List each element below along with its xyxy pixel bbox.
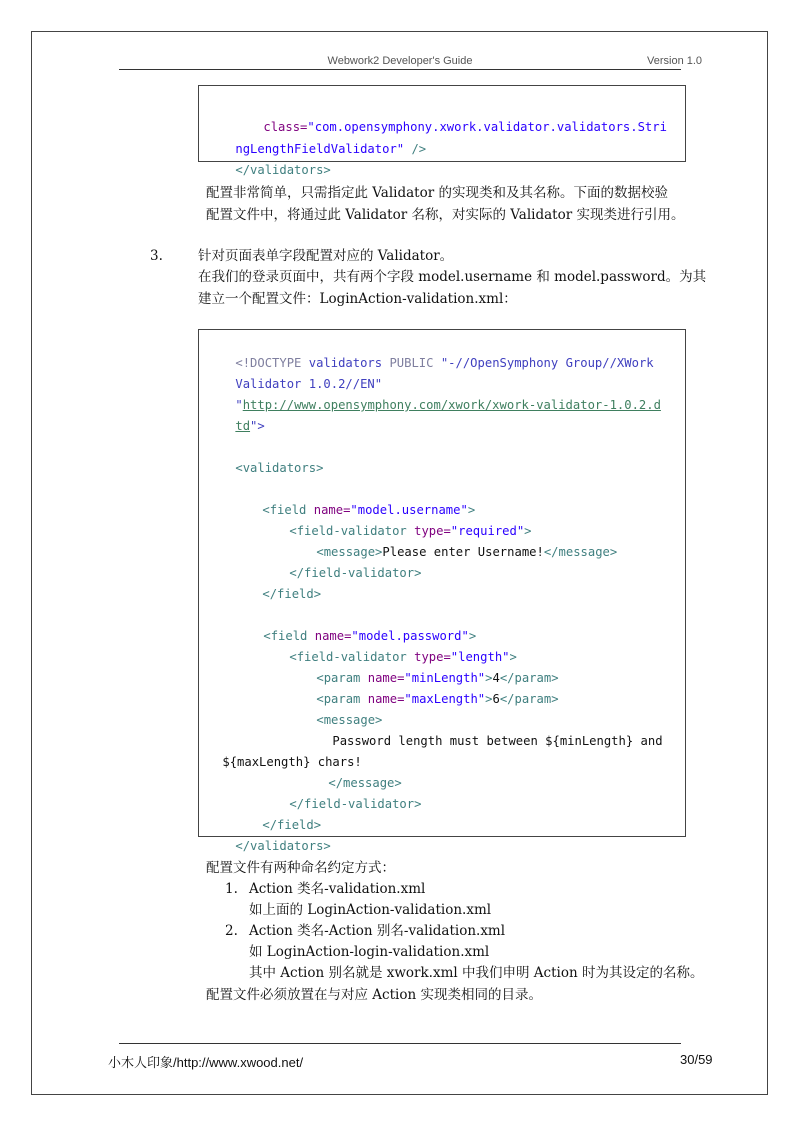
code-tag: <field — [262, 503, 314, 517]
code-tag: </param> — [499, 671, 559, 685]
code-value: "model.username" — [350, 503, 468, 517]
dtd-link[interactable]: http://www.opensymphony.com/xwork/xwork-validator-1.0.2.d — [242, 398, 661, 412]
code-keyword: "-//OpenSymphony Group//XWork — [440, 356, 654, 370]
list-item-note: 其中 Action 别名就是 xwork.xml 中我们申明 Action 时为其设定的名称。 — [249, 965, 704, 981]
step-heading: 针对页面表单字段配置对应的 Validator。 — [198, 248, 454, 264]
code-tag: > — [485, 692, 493, 706]
code-tag: <validators> — [235, 461, 324, 475]
code-block-validation-xml — [198, 329, 686, 853]
code-tag: </field-validator> — [289, 797, 422, 811]
code-text: ${maxLength} chars! — [222, 755, 362, 769]
code-tag: </field-validator> — [289, 566, 422, 580]
paragraph-line: 配置文件中，将通过此 Validator 名称，对实际的 Validator 实现类进行引用。 — [206, 207, 685, 223]
code-tag: </param> — [499, 692, 559, 706]
code-tag: > — [509, 650, 517, 664]
code-attr: type= — [414, 650, 451, 664]
code-keyword: "> — [250, 419, 265, 433]
code-tag: > — [468, 629, 477, 643]
code-doctype: PUBLIC — [389, 356, 441, 370]
code-block-validator-definition — [198, 85, 686, 177]
paragraph-line: 配置非常简单，只需指定此 Validator 的实现类和及其名称。下面的数据校验 — [206, 185, 668, 201]
naming-intro: 配置文件有两种命名约定方式： — [206, 860, 395, 876]
list-item-example: 如 LoginAction-login-validation.xml — [249, 944, 490, 960]
code-text: Password length must between ${minLength} and — [332, 734, 663, 748]
code-attr: type= — [414, 524, 451, 538]
header-divider — [119, 69, 681, 70]
document-title: Webwork2 Developer's Guide — [327, 55, 473, 67]
code-value: "required" — [450, 524, 525, 538]
code-tag: <field-validator — [289, 524, 415, 538]
code-text: 6 — [492, 692, 500, 706]
code-tag: <message> — [316, 713, 383, 727]
code-keyword: " — [235, 398, 243, 412]
step-number: 3. — [150, 248, 163, 264]
footer-site-link[interactable]: 小木人印象/http://www.xwood.net/ — [108, 1055, 304, 1070]
code-tag: </validators> — [235, 163, 331, 177]
code-doctype: <!DOCTYPE — [235, 356, 309, 370]
code-line — [206, 374, 661, 437]
code-tag: > — [467, 503, 476, 517]
code-attr: name= — [367, 692, 405, 706]
list-item-text: Action 类名-validation.xml — [249, 881, 426, 897]
page-number: 30/59 — [680, 1052, 713, 1067]
code-tag: </message> — [328, 776, 402, 790]
document-version: Version 1.0 — [647, 55, 703, 67]
code-tag: <param — [316, 692, 368, 706]
code-keyword: Validator 1.0.2//EN" — [235, 377, 383, 391]
dtd-link[interactable]: td — [235, 419, 251, 433]
code-tag: </validators> — [235, 839, 331, 853]
code-text: Please enter Username! — [382, 545, 544, 559]
code-value: "maxLength" — [404, 692, 486, 706]
code-tag: <message> — [316, 545, 383, 559]
code-value: "minLength" — [404, 671, 486, 685]
code-attr: name= — [367, 671, 405, 685]
code-tag: > — [485, 671, 493, 685]
code-tag: <field-validator — [289, 650, 415, 664]
footer-divider — [119, 1043, 681, 1044]
code-value: "length" — [450, 650, 510, 664]
code-value: ngLengthFieldValidator" — [235, 142, 405, 156]
list-number: 1. — [225, 881, 238, 897]
code-tag: > — [524, 524, 532, 538]
list-number: 2. — [225, 923, 238, 939]
code-keyword: validators — [308, 356, 390, 370]
placement-note: 配置文件必须放置在与对应 Action 实现类相同的目录。 — [206, 987, 542, 1003]
list-item-example: 如上面的 LoginAction-validation.xml — [249, 902, 492, 918]
paragraph-line: 建立一个配置文件：LoginAction-validation.xml： — [198, 291, 517, 307]
paragraph-line: 在我们的登录页面中，共有两个字段 model.username 和 model.password。为其 — [198, 269, 707, 285]
code-tag: /> — [404, 142, 427, 156]
code-tag: <param — [316, 671, 368, 685]
code-tag: <field — [263, 629, 315, 643]
code-tag: </message> — [543, 545, 618, 559]
code-text: 4 — [492, 671, 500, 685]
code-value: "model.password" — [351, 629, 469, 643]
code-tag: </field> — [262, 587, 322, 601]
list-item-text: Action 类名-Action 别名-validation.xml — [249, 923, 506, 939]
code-value: "com.opensymphony.xwork.validator.validators.Stri — [307, 120, 667, 134]
code-tag: </field> — [262, 818, 322, 832]
code-attr: name= — [314, 629, 352, 643]
code-attr: class= — [263, 120, 308, 134]
code-attr: name= — [313, 503, 351, 517]
